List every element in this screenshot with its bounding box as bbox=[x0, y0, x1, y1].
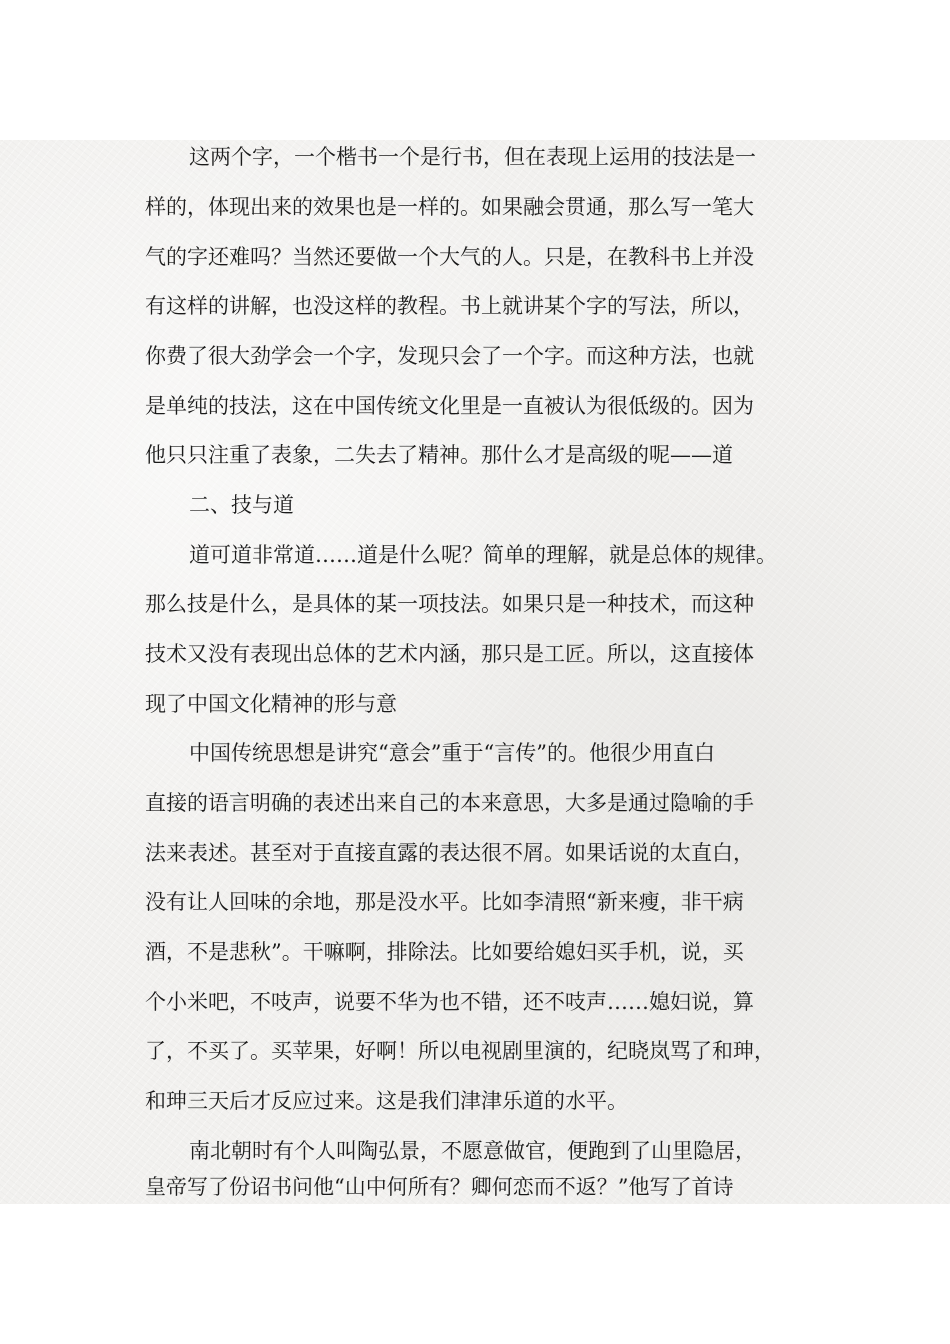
text-line: 样的，体现出来的效果也是一样的。如果融会贯通，那么写一笔大 bbox=[145, 195, 754, 219]
text-line: 有这样的讲解，也没这样的教程。书上就讲某个字的写法，所以， bbox=[145, 294, 754, 318]
text-line: 你费了很大劲学会一个字，发现只会了一个字。而这种方法，也就 bbox=[145, 344, 754, 368]
text-line: 南北朝时有个人叫陶弘景，不愿意做官，便跑到了山里隐居， bbox=[189, 1139, 756, 1163]
text-line: 气的字还难吗？当然还要做一个大气的人。只是，在教科书上并没 bbox=[145, 245, 754, 269]
text-line: 他只只注重了表象，二失去了精神。那什么才是高级的呢——道 bbox=[145, 443, 733, 467]
text-line: 直接的语言明确的表述出来自己的本来意思，大多是通过隐喻的手 bbox=[145, 791, 754, 815]
text-line: 没有让人回味的余地，那是没水平。比如李清照“新来瘦，非干病 bbox=[145, 890, 744, 914]
text-line: 中国传统思想是讲究“意会”重于“言传”的。他很少用直白 bbox=[189, 741, 715, 765]
text-line: 个小米吧，不吱声，说要不华为也不错，还不吱声……媳妇说，算 bbox=[145, 990, 754, 1014]
text-line: 是单纯的技法，这在中国传统文化里是一直被认为很低级的。因为 bbox=[145, 394, 754, 418]
paper-background bbox=[0, 140, 950, 1204]
text-line: 道可道非常道……道是什么呢？简单的理解，就是总体的规律。 bbox=[189, 543, 777, 567]
text-line: 现了中国文化精神的形与意 bbox=[145, 692, 397, 716]
text-line: 技术又没有表现出总体的艺术内涵，那只是工匠。所以，这直接体 bbox=[145, 642, 754, 666]
text-line: 了，不买了。买苹果，好啊！所以电视剧里演的，纪晓岚骂了和珅， bbox=[145, 1039, 775, 1063]
text-line: 那么技是什么，是具体的某一项技法。如果只是一种技术，而这种 bbox=[145, 592, 754, 616]
section-heading: 二、技与道 bbox=[189, 493, 294, 517]
text-line: 皇帝写了份诏书问他“山中何所有？卿何恋而不返？”他写了首诗 bbox=[145, 1175, 734, 1199]
text-line: 和珅三天后才反应过来。这是我们津津乐道的水平。 bbox=[145, 1089, 628, 1113]
text-line: 酒，不是悲秋”。干嘛啊，排除法。比如要给媳妇买手机，说，买 bbox=[145, 940, 744, 964]
text-line: 这两个字，一个楷书一个是行书，但在表现上运用的技法是一 bbox=[189, 145, 756, 169]
text-line: 法来表述。甚至对于直接直露的表达很不屑。如果话说的太直白， bbox=[145, 841, 754, 865]
